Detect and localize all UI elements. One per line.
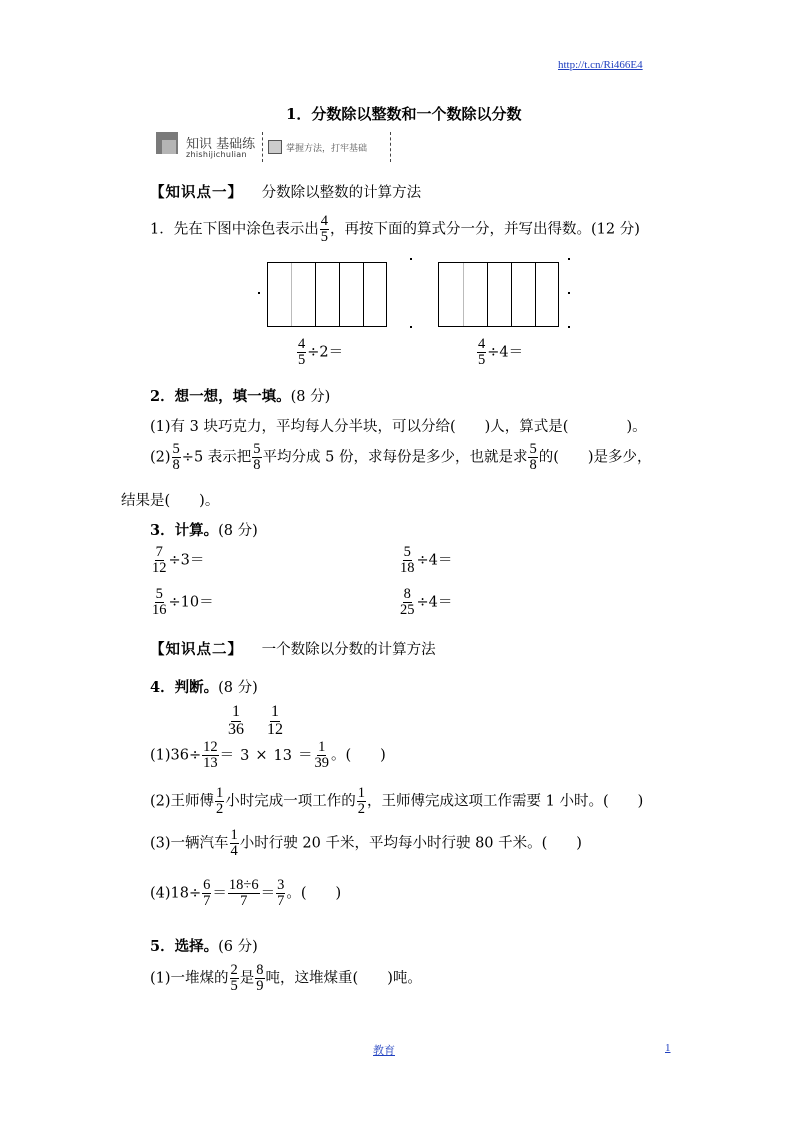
knowledge-point-2: 【知识点二】 一个数除以分数的计算方法 bbox=[150, 641, 436, 658]
q5-heading: 5．选择。(6 分) bbox=[150, 938, 258, 955]
q4-cancel-2: $\frac{1}{12}$ bbox=[267, 703, 283, 738]
q1-pre: 1．先在下图中涂色表示出 bbox=[150, 221, 319, 238]
kp1-text: 分数除以整数的计算方法 bbox=[261, 185, 422, 201]
q2-part2-result: 结果是( )。 bbox=[121, 493, 220, 509]
q3-heading: 3．计算。(8 分) bbox=[150, 522, 258, 539]
q1-post: ，再按下面的算式分一分，并写出得数。(12 分) bbox=[329, 221, 640, 238]
q2-part1: (1)有 3 块巧克力，平均每人分半块，可以分给( )人，算式是( )。 bbox=[150, 419, 647, 435]
knowledge-point-1 bbox=[150, 181, 421, 202]
q4-heading: 4．判断。(8 分) bbox=[150, 679, 258, 696]
banner-main-text: 知识 基础练 bbox=[186, 137, 256, 152]
q3-d: $\frac{8}{25}$ ÷4＝ bbox=[400, 586, 453, 619]
page-title: 1．分数除以整数和一个数除以分数 bbox=[286, 105, 522, 123]
q1-equation-1: $\frac{4}{5}$ ÷2＝ bbox=[298, 336, 344, 369]
banner-divider-right bbox=[390, 132, 391, 162]
q3-a: $\frac{7}{12}$ ÷3＝ bbox=[152, 544, 205, 577]
q4-cancel-1: $\frac{1}{36}$ bbox=[228, 703, 244, 738]
banner-sub-text: 掌握方法，打牢基础 bbox=[286, 144, 368, 154]
page-number[interactable]: 1 bbox=[665, 1042, 671, 1054]
banner-square-icon-inner bbox=[162, 140, 176, 154]
q1-text bbox=[150, 214, 640, 245]
q2-part2: (2) $\frac{5}{8}$ ÷5 表示把 $\frac{5}{8}$ 平均分成 5 份，求每份是多少，也就是求 $\frac{5}{8}$ 的( )是多少， bbox=[150, 441, 652, 474]
q4-item-2: (2)王师傅 $\frac{1}{2}$ 小时完成一项工作的 $\frac{1}{2}$ ，王师傅完成这项工作需要 1 小时。( ) bbox=[150, 785, 644, 818]
shading-rect-1[interactable] bbox=[267, 262, 387, 327]
q5-item-1: (1)一堆煤的 $\frac{2}{5}$ 是 $\frac{8}{9}$ 吨，这堆煤重( )吨。 bbox=[150, 962, 422, 995]
header-url-link[interactable]: http://t.cn/Ri466E4 bbox=[558, 59, 643, 71]
shading-rect-2[interactable] bbox=[438, 262, 559, 327]
q3-b: $\frac{5}{18}$ ÷4＝ bbox=[400, 544, 453, 577]
kp1-tag: 【知识点一】 bbox=[150, 184, 243, 201]
q4-item-4: (4)18÷ $\frac{6}{7}$ ＝ $\frac{18\div 6}{7}$ ＝ $\frac{3}{7}$ 。( ) bbox=[150, 877, 342, 910]
footer-link[interactable]: 教育 bbox=[373, 1045, 395, 1057]
banner-pinyin-text: zhishijichulian bbox=[186, 150, 247, 159]
q4-item-1: (1)36÷ $\frac{12}{13}$ ＝ 3 × 13 ＝ $\frac{1}{39}$ 。( ) bbox=[150, 739, 386, 772]
banner-box-icon bbox=[268, 140, 282, 154]
section-banner bbox=[156, 132, 392, 162]
q1-fraction: $\frac{4}{5}$ bbox=[320, 213, 328, 246]
q4-item-3: (3)一辆汽车 $\frac{1}{4}$ 小时行驶 20 千米，平均每小时行驶 80 千米。( ) bbox=[150, 827, 582, 860]
q2-heading: 2．想一想，填一填。(8 分) bbox=[150, 388, 331, 405]
banner-divider bbox=[262, 132, 263, 162]
q3-c: $\frac{5}{16}$ ÷10＝ bbox=[152, 586, 214, 619]
q1-equation-2: $\frac{4}{5}$ ÷4＝ bbox=[478, 336, 524, 369]
